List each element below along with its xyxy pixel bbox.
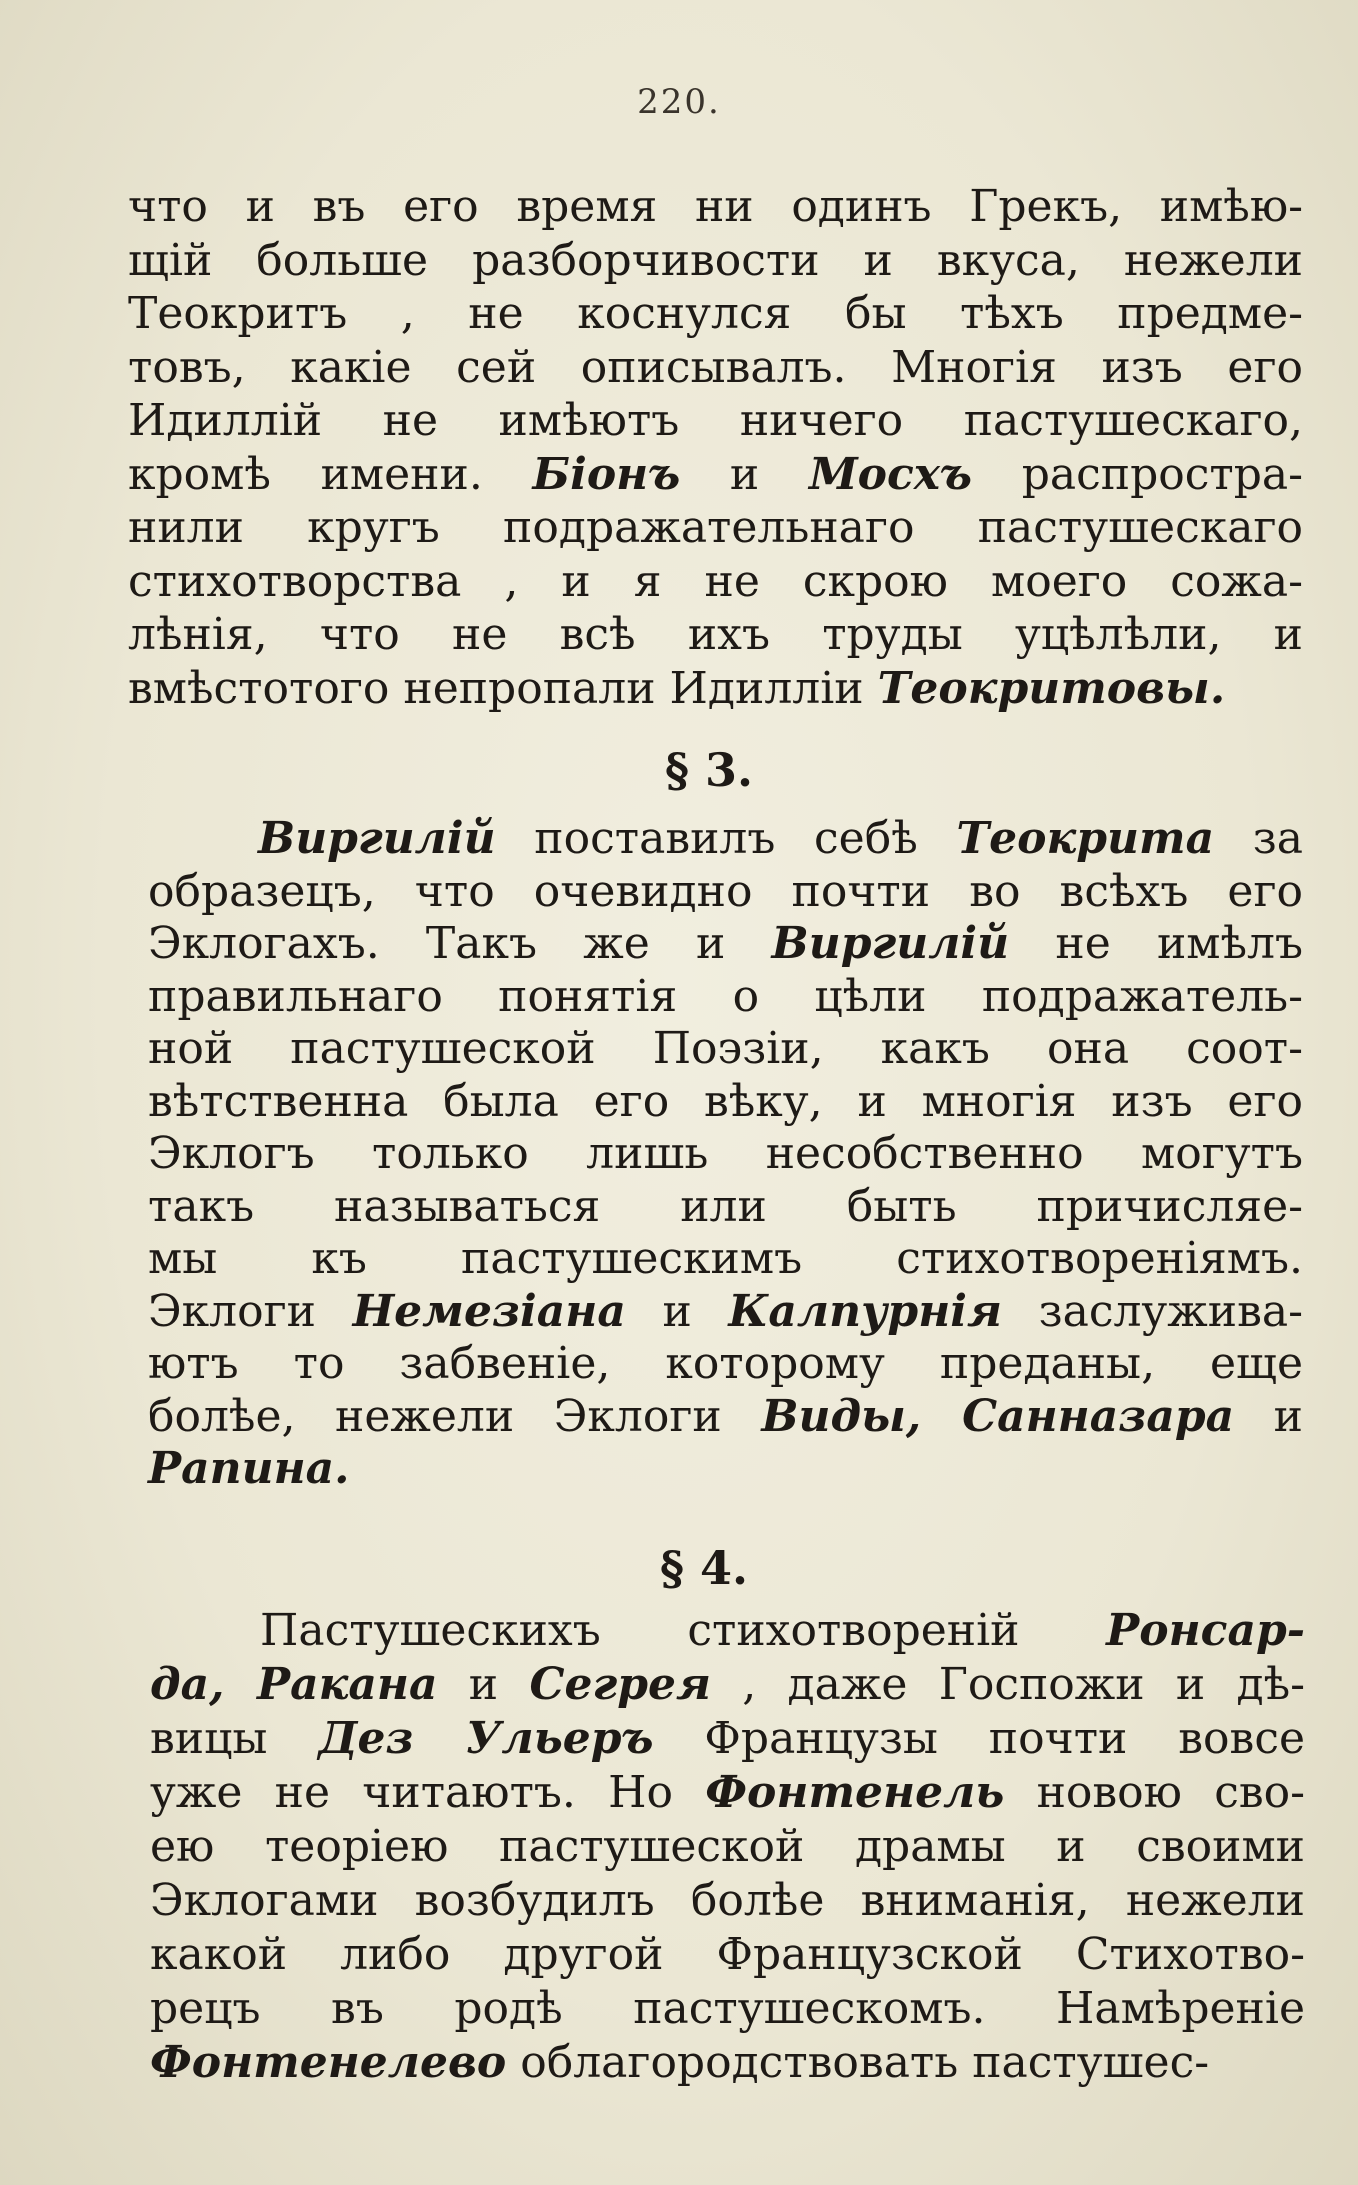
italic-name: Мосхъ [808, 448, 973, 500]
text-run: Эклогъ только лишь несобственно могутъ [148, 1128, 1303, 1179]
text-run: за [1214, 813, 1303, 864]
text-line [150, 1658, 1305, 1712]
text-run: Эклоги [148, 1285, 353, 1337]
page-number: 220. [637, 82, 721, 122]
italic-name: Фонтенелево [150, 2037, 507, 2088]
italic-name: да, Ракана [150, 1659, 438, 1710]
text-run: мы къ пастушескимъ стихотвореніямъ. [148, 1233, 1303, 1284]
text-line [150, 1766, 1305, 1820]
text-run: правильнаго понятія о цѣли подражатель- [148, 970, 1303, 1022]
text-line [150, 1820, 1305, 1874]
text-run: Французы почти вовсе [653, 1713, 1305, 1764]
text-run: и [680, 448, 809, 500]
text-run: ной пастушеской Поэзіи, какъ она соот- [148, 1023, 1303, 1074]
text-line [260, 1604, 1305, 1658]
section-heading-3: § 3. [664, 743, 754, 797]
text-run: ею теоріею пастушеской драмы и своими [150, 1821, 1305, 1872]
italic-name: Виргилій [771, 918, 1010, 969]
text-line [150, 1874, 1305, 1928]
text-run: ютъ то забвеніе, которому преданы, еще [148, 1338, 1303, 1389]
text-run: вицы [150, 1713, 319, 1764]
text-run: новою сво- [1004, 1767, 1305, 1818]
text-run: Теокритъ , не коснулся бы тѣхъ предме- [128, 288, 1303, 339]
text-run: рецъ въ родѣ пастушескомъ. Намѣреніе [150, 1983, 1305, 2034]
text-run: и [625, 1285, 729, 1337]
italic-name: Рапина. [148, 1443, 350, 1494]
section-heading-4: § 4. [659, 1541, 749, 1595]
text-run: что и въ его время ни одинъ Грекъ, имѣю- [128, 181, 1303, 232]
italic-name: Сегрея [529, 1659, 711, 1710]
italic-name: Немезіана [352, 1285, 626, 1337]
italic-name: Дез Ульеръ [318, 1713, 654, 1764]
text-run: Пастушескихъ стихотвореній [260, 1605, 1107, 1656]
text-run: нили кругъ подражательнаго пастушескаго [128, 502, 1303, 553]
text-line [150, 1712, 1305, 1766]
text-run: кромѣ имени. [128, 448, 533, 500]
text-run: Идиллій не имѣютъ ничего пастушескаго, [128, 395, 1303, 446]
italic-name: Біонъ [532, 448, 681, 500]
text-run: поставилъ себѣ [495, 813, 957, 864]
text-run: какой либо другой Французской Стихотво- [150, 1929, 1305, 1980]
text-run: товъ, какіе сей описывалъ. Многія изъ его [128, 341, 1303, 393]
text-run: не имѣлъ [1009, 918, 1303, 969]
italic-name: Фонтенель [705, 1767, 1005, 1818]
italic-name: Теокрита [956, 813, 1215, 864]
text-run: уже не читаютъ. Но [150, 1767, 706, 1818]
text-run: облагородствовать пастушес- [506, 2037, 1210, 2088]
text-run: Эклогахъ. Такъ же и [148, 918, 772, 969]
text-run: щій больше разборчивости и вкуса, нежели [128, 234, 1303, 286]
text-run: , даже Госпожи и дѣ- [710, 1659, 1305, 1710]
italic-name: Виргилій [258, 813, 496, 864]
text-run: и [1234, 1390, 1304, 1442]
text-run: стихотворства , и я не скрою моего сожа- [128, 555, 1303, 607]
italic-name: Виды, Санназара [761, 1390, 1235, 1442]
text-line [150, 2036, 1305, 2090]
text-run: вѣтственна была его вѣку, и многія изъ его [148, 1075, 1303, 1127]
text-run: заслужива- [1002, 1285, 1303, 1337]
italic-name: Калпурнія [728, 1285, 1002, 1337]
text-run: вмѣстотого непропали Идилліи [128, 662, 878, 714]
text-run: и [437, 1659, 530, 1710]
text-run: такъ называться или быть причисляе- [148, 1180, 1303, 1232]
text-line [150, 1982, 1305, 2036]
text-line [150, 1928, 1305, 1982]
italic-name: Теокритовы. [877, 662, 1226, 714]
text-run: образецъ, что очевидно почти во всѣхъ его [148, 865, 1303, 917]
italic-name: Ронсар- [1106, 1605, 1305, 1656]
text-run: болѣе, нежели Эклоги [148, 1390, 762, 1442]
text-run: распростра- [972, 448, 1303, 500]
text-run: лѣнія, что не всѣ ихъ труды уцѣлѣли, и [128, 609, 1303, 660]
text-run: Эклогами возбудилъ болѣе вниманія, нежели [150, 1875, 1305, 1926]
